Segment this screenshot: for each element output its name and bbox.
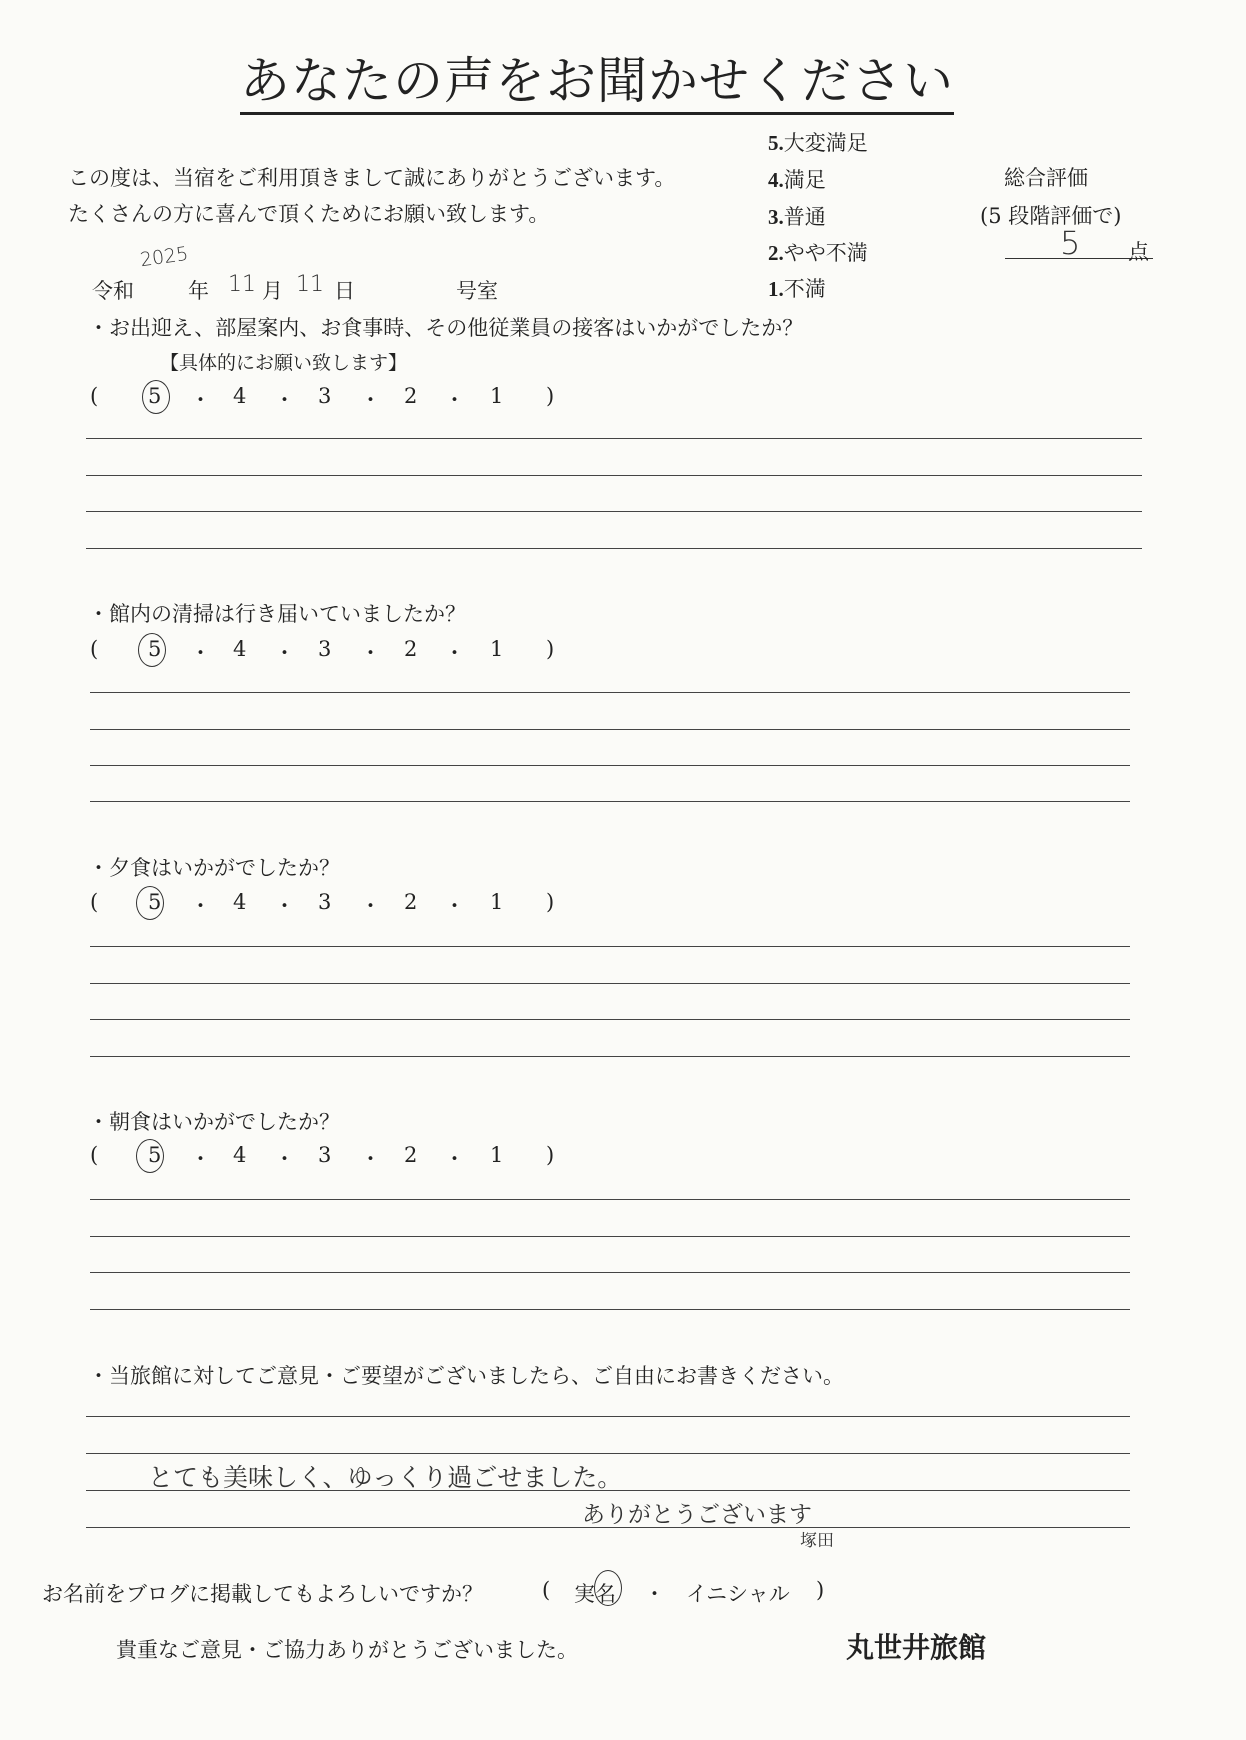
separator: ・ (190, 641, 211, 665)
brand-name: 丸世井旅館 (846, 1631, 987, 1664)
separator: ・ (444, 894, 465, 918)
separator: ・ (274, 894, 295, 918)
blog-paren-open: ( (542, 1578, 551, 1602)
rating-scale-q4[interactable] (90, 1143, 570, 1173)
write-line[interactable] (86, 511, 1142, 512)
era-label: 令和 (92, 279, 134, 303)
blog-question: お名前をブログに掲載してもよろしいですか？ (42, 1582, 483, 1606)
rating-scale-q3[interactable] (90, 890, 570, 920)
blog-separator: ・ (644, 1582, 665, 1606)
overall-sublabel: (5 段階評価で) (980, 204, 1122, 228)
write-line[interactable] (90, 946, 1130, 947)
separator: ・ (360, 1147, 381, 1171)
overall-score: 5 (1060, 224, 1081, 262)
write-line[interactable] (90, 1056, 1130, 1057)
paren-close: ) (546, 637, 555, 661)
comment-handwritten-1: とても美味しく、ゆっくり過ごせました。 (148, 1463, 623, 1492)
separator: ・ (190, 1147, 211, 1171)
write-line[interactable] (90, 765, 1130, 766)
write-line[interactable] (86, 548, 1142, 549)
paren-open: ( (90, 890, 99, 914)
rating-option-4[interactable]: 4 (233, 384, 247, 408)
separator: ・ (444, 388, 465, 412)
paren-open: ( (90, 1143, 99, 1167)
selected-circle (594, 1570, 622, 1606)
rating-scale-q2[interactable] (90, 637, 570, 667)
paren-close: ) (546, 1143, 555, 1167)
rating-option-3[interactable]: 3 (318, 384, 332, 408)
blog-paren-close: ) (816, 1578, 825, 1602)
overall-unit: 点 (1128, 240, 1149, 264)
blog-option-initial[interactable]: イニシャル (686, 1582, 790, 1606)
write-line[interactable] (90, 1199, 1130, 1200)
rating-option-4[interactable]: 4 (233, 1143, 247, 1167)
separator: ・ (444, 641, 465, 665)
separator: ・ (274, 641, 295, 665)
rating-option-1[interactable]: 1 (490, 384, 504, 408)
write-line[interactable] (86, 475, 1142, 476)
rating-option-3[interactable]: 3 (318, 890, 332, 914)
write-line[interactable] (90, 729, 1130, 730)
paren-close: ) (546, 890, 555, 914)
month-label: 月 (262, 279, 283, 303)
selected-circle (138, 633, 166, 667)
day-value: 11 (296, 272, 324, 297)
month-value: 11 (228, 272, 256, 297)
write-line[interactable] (90, 1272, 1130, 1273)
room-label: 号室 (456, 279, 498, 303)
paren-open: ( (90, 637, 99, 661)
rating-option-5[interactable]: 5 (148, 384, 162, 408)
rating-option-2[interactable]: 2 (404, 1143, 418, 1167)
separator: ・ (360, 894, 381, 918)
write-line[interactable] (90, 692, 1130, 693)
separator: ・ (360, 388, 381, 412)
paren-open: ( (90, 384, 99, 408)
paren-close: ) (546, 384, 555, 408)
question-1-note: 【具体的にお願い致します】 (160, 352, 408, 374)
selected-circle (136, 886, 164, 920)
rating-option-5[interactable]: 5 (148, 1143, 162, 1167)
write-line[interactable] (90, 801, 1130, 802)
write-line[interactable] (90, 1236, 1130, 1237)
selected-circle (136, 1139, 164, 1173)
separator: ・ (274, 388, 295, 412)
legend-item-5: 5.大変満足 (768, 131, 868, 155)
rating-option-5[interactable]: 5 (148, 637, 162, 661)
rating-option-2[interactable]: 2 (404, 384, 418, 408)
question-2: ・館内の清掃は行き届いていましたか？ (88, 602, 466, 626)
rating-option-2[interactable]: 2 (404, 890, 418, 914)
question-1: ・お出迎え、部屋案内、お食事時、その他従業員の接客はいかがでしたか？ (88, 316, 804, 340)
selected-circle (142, 380, 170, 414)
overall-label: 総合評価 (1004, 166, 1088, 190)
page-title: あなたの声をお聞かせください (240, 50, 954, 115)
legend-item-4: 4.満足 (768, 168, 826, 192)
signature: 塚田 (800, 1531, 834, 1551)
write-line[interactable] (86, 1416, 1130, 1417)
write-line[interactable] (86, 1453, 1130, 1454)
write-line[interactable] (86, 438, 1142, 439)
day-label: 日 (334, 279, 355, 303)
rating-option-4[interactable]: 4 (233, 637, 247, 661)
write-line[interactable] (90, 983, 1130, 984)
blog-option-real-name[interactable]: 実名 (574, 1582, 616, 1606)
legend-item-1: 1.不満 (768, 277, 826, 301)
rating-scale-q1[interactable] (90, 384, 570, 414)
rating-option-2[interactable]: 2 (404, 637, 418, 661)
intro-line-1: この度は、当宿をご利用頂きまして誠にありがとうございます。 (68, 166, 676, 190)
rating-option-1[interactable]: 1 (490, 1143, 504, 1167)
rating-option-5[interactable]: 5 (148, 890, 162, 914)
question-4: ・朝食はいかがでしたか？ (88, 1110, 340, 1134)
rating-option-3[interactable]: 3 (318, 1143, 332, 1167)
separator: ・ (190, 894, 211, 918)
thanks-text: 貴重なご意見・ご協力ありがとうございました。 (116, 1638, 578, 1662)
year-label: 年 (188, 279, 209, 303)
separator: ・ (274, 1147, 295, 1171)
question-3: ・夕食はいかがでしたか？ (88, 856, 340, 880)
rating-option-1[interactable]: 1 (490, 637, 504, 661)
rating-option-1[interactable]: 1 (490, 890, 504, 914)
write-line[interactable] (90, 1019, 1130, 1020)
comments-prompt: ・当旅館に対してご意見・ご要望がございましたら、ご自由にお書きください。 (88, 1364, 844, 1388)
rating-option-3[interactable]: 3 (318, 637, 332, 661)
legend-item-3: 3.普通 (768, 205, 826, 229)
separator: ・ (444, 1147, 465, 1171)
separator: ・ (190, 388, 211, 412)
rating-option-4[interactable]: 4 (233, 890, 247, 914)
write-line[interactable] (90, 1309, 1130, 1310)
intro-line-2: たくさんの方に喜んで頂くためにお願い致します。 (68, 202, 550, 226)
legend-item-2: 2.やや不満 (768, 241, 868, 265)
comment-handwritten-2: ありがとうございます (582, 1502, 812, 1528)
separator: ・ (360, 641, 381, 665)
year-handwritten: 2025 (138, 242, 190, 272)
